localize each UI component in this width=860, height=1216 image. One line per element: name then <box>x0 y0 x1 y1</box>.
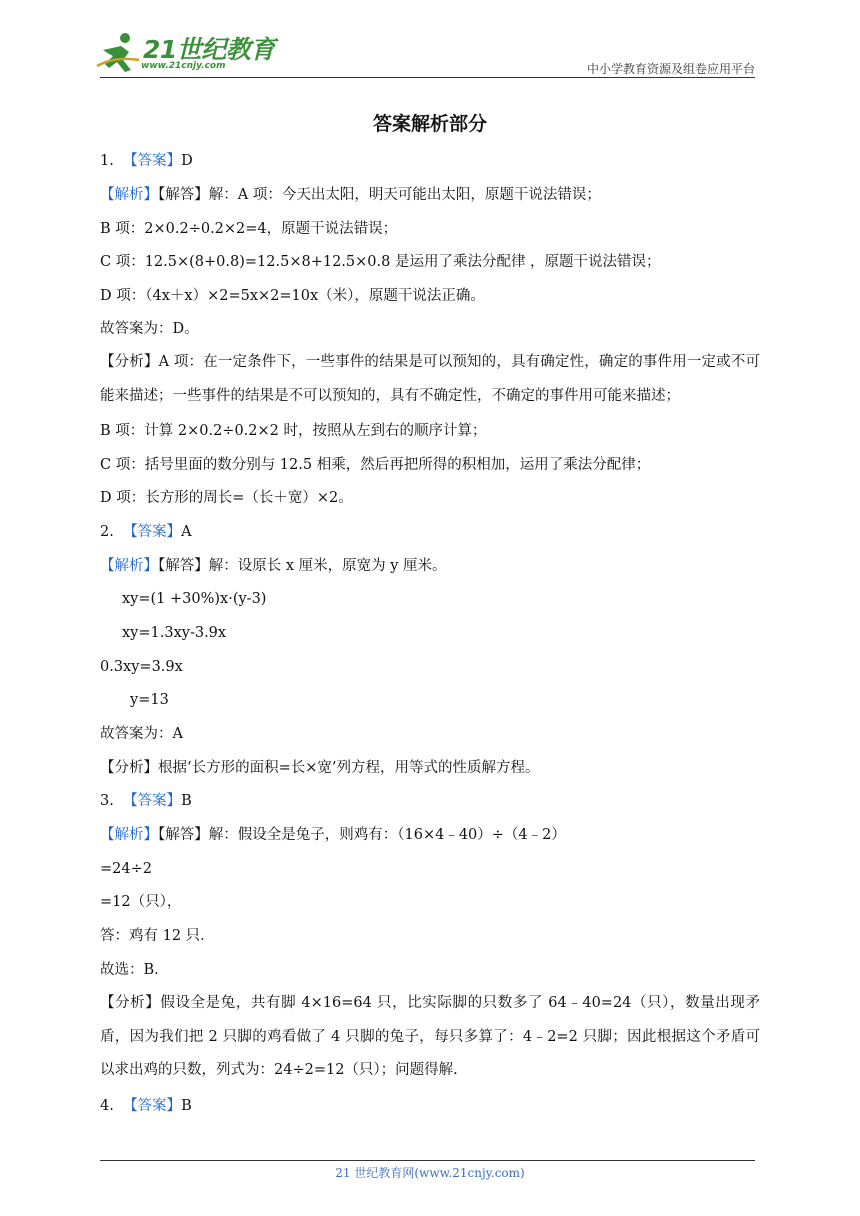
q4-answer: B <box>181 1098 192 1114</box>
q1-answer: D <box>181 153 193 169</box>
q3-solution-line <box>100 825 566 845</box>
site-logo[interactable] <box>95 30 295 78</box>
footer-link[interactable]: 21 世纪教育网(www.21cnjy.com) <box>335 1166 525 1180</box>
q1-analysis-tag: 【解析】 <box>100 187 158 203</box>
q1-line-d: D 项：（4x＋x）×2=5x×2=10x（米），原题干说法正确。 <box>100 288 485 304</box>
q2-solution-text: 【解答】解：设原长 x 厘米，原宽为 y 厘米。 <box>158 558 447 574</box>
q2-equation-4: y=13 <box>130 692 169 708</box>
q3-answer-line <box>100 791 192 811</box>
q1-line-c: C 项：12.5×(8+0.8)=12.5×8+12.5×0.8 是运用了乘法分配律 ，原题干说法错误； <box>100 254 661 270</box>
q2-conclusion: 故答案为：A <box>100 726 183 742</box>
q3-step-1: =24÷2 <box>100 861 152 877</box>
q2-number: 2. <box>100 524 114 540</box>
q3-answer: B <box>181 793 192 809</box>
q4-answer-line <box>100 1096 192 1116</box>
q3-answer-tag: 【答案】 <box>123 793 182 809</box>
q3-solution-text: 【解答】解：假设全是兔子，则鸡有：（16×4﹣40）÷（4﹣2） <box>158 827 566 843</box>
q2-analysis-tag: 【解析】 <box>100 558 158 574</box>
q1-answer-tag: 【答案】 <box>123 153 182 169</box>
q1-analysis-b: B 项：计算 2×0.2÷0.2×2 时，按照从左到右的顺序计算； <box>100 423 487 439</box>
q3-conclusion: 故选：B． <box>100 962 169 978</box>
q1-solution-text: 【解答】解：A 项：今天出太阳，明天可能出太阳，原题干说法错误； <box>158 187 601 203</box>
q4-answer-tag: 【答案】 <box>123 1098 182 1114</box>
q2-solution-line <box>100 556 447 576</box>
q2-answer-line <box>100 522 192 542</box>
q1-analysis-c: C 项：括号里面的数分别与 12.5 相乘，然后再把所得的积相加，运用了乘法分配律； <box>100 457 651 473</box>
q3-analysis: 【分析】假设全是兔，共有脚 4×16=64 只，比实际脚的只数多了 64﹣40=24（只），数量出现矛盾，因为我们把 2 只脚的鸡看做了 4 只脚的兔子，每只多算了：4﹣2=2 只脚；因此根据这个矛盾可以求出鸡的只数，列式为：24÷2=12（只）；问题得解. <box>100 995 760 1078</box>
q2-answer-tag: 【答案】 <box>123 524 182 540</box>
q1-number: 1. <box>100 153 114 169</box>
footer-divider <box>100 1160 755 1161</box>
q1-conclusion: 故答案为：D。 <box>100 321 199 337</box>
q1-analysis-d: D 项：长方形的周长=（长＋宽）×2。 <box>100 490 353 506</box>
q2-analysis: 【分析】根据‘长方形的面积=长×宽’列方程，用等式的性质解方程。 <box>100 760 540 776</box>
header-divider <box>100 77 755 78</box>
logo-text: 21世纪教育 <box>143 35 275 64</box>
q2-equation-1: xy=(1 +30%)x·(y-3) <box>122 591 267 607</box>
page-title: 答案解析部分 <box>372 113 487 135</box>
q1-solution-line <box>100 185 601 205</box>
q2-answer: A <box>181 524 192 540</box>
platform-name: 中小学教育资源及组卷应用平台 <box>586 62 755 76</box>
q3-step-2: =12（只）， <box>100 894 182 910</box>
q1-answer-line <box>100 151 193 171</box>
q2-equation-3: 0.3xy=3.9x <box>100 659 183 675</box>
q2-equation-2: xy=1.3xy-3.9x <box>122 625 227 641</box>
q1-analysis-a: 【分析】A 项：在一定条件下，一些事件的结果是可以预知的，具有确定性，确定的事件用一定或不可能来描述；一些事件的结果是不可以预知的，具有不确定性，不确定的事件用可能来描述； <box>100 354 760 404</box>
runner-icon <box>95 30 141 74</box>
q3-analysis-tag: 【解析】 <box>100 827 158 843</box>
q3-answer-text: 答：鸡有 12 只． <box>100 928 215 944</box>
q4-number: 4. <box>100 1098 114 1114</box>
q1-line-b: B 项：2×0.2÷0.2×2=4，原题干说法错误； <box>100 221 398 237</box>
logo-url: www.21cnjy.com <box>141 61 226 71</box>
q3-number: 3. <box>100 793 114 809</box>
